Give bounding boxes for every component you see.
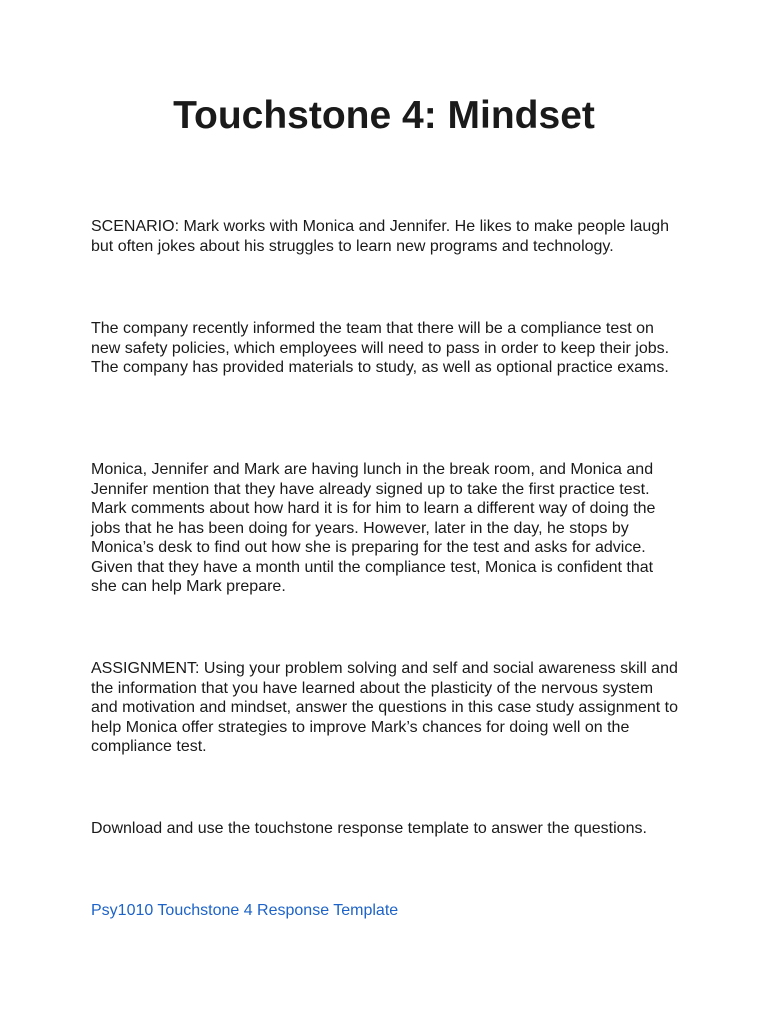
assignment-paragraph: ASSIGNMENT: Using your problem solving and self and social awareness skill and the information that you have learned about the plasticity of the nervous system and motivation and mindset, answer the questions in this case study assignment to help Monica offer strategies to improve Mark’s chances for doing well on the compliance test.	[91, 660, 678, 755]
page-title: Touchstone 4: Mindset	[173, 94, 595, 137]
compliance-test-paragraph: The company recently informed the team that there will be a compliance test on new safety policies, which employees will need to pass in order to keep their jobs. The company has provided materials to study, as well as optional practice exams.	[91, 320, 670, 376]
download-instruction-paragraph: Download and use the touchstone response template to answer the questions.	[91, 820, 647, 837]
response-template-link[interactable]: Psy1010 Touchstone 4 Response Template	[91, 902, 399, 919]
break-room-paragraph: Monica, Jennifer and Mark are having lunch in the break room, and Monica and Jennifer mention that they have already signed up to take the first practice test. Mark comments about how hard it is for him to learn a different way of doing the jobs that he has been doing for years. However, later in the day, he stops by Monica’s desk to find out how she is preparing for the test and asks for advice. Given that they have a month until the compliance test, Monica is confident that she can help Mark prepare.	[91, 461, 656, 595]
scenario-paragraph: SCENARIO: Mark works with Monica and Jennifer. He likes to make people laugh but often jokes about his struggles to learn new programs and technology.	[91, 218, 670, 255]
